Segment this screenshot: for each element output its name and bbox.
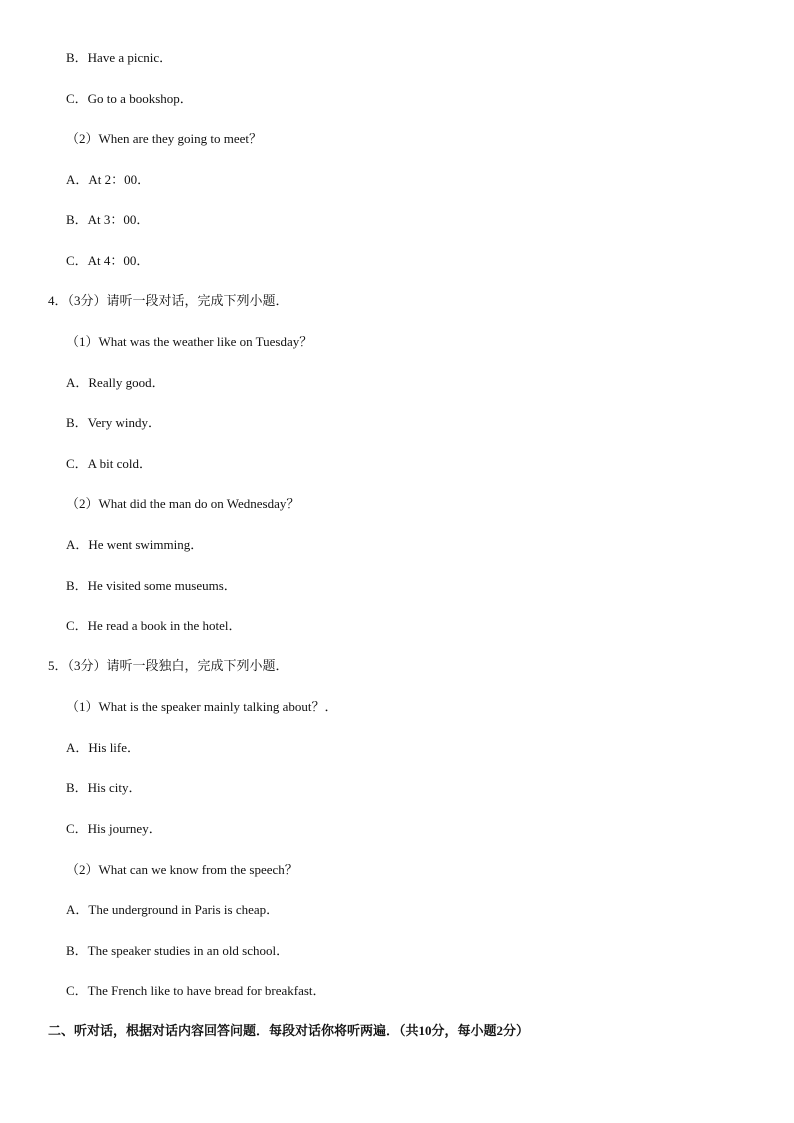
- option-c-bit-cold: C．A bit cold．: [66, 456, 152, 471]
- option-b-picnic: B．Have a picnic．: [66, 50, 173, 65]
- subquestion-weather-tuesday: （1）What was the weather like on Tuesday？: [66, 334, 313, 349]
- section-2-heading: 二、听对话，根据对话内容回答问题．每段对话你将听两遍．（共10分，每小题2分）: [48, 1023, 530, 1038]
- question-5-heading: 5．（3分）请听一段独白，完成下列小题．: [48, 658, 289, 673]
- option-a-swimming: A．He went swimming．: [66, 537, 204, 552]
- subquestion-wednesday: （2）What did the man do on Wednesday？: [66, 496, 300, 511]
- option-b-old-school: B．The speaker studies in an old school．: [66, 943, 290, 958]
- subquestion-speech: （2）What can we know from the speech？: [66, 862, 298, 877]
- subquestion-speaker-topic: （1）What is the speaker mainly talking about？．: [66, 699, 338, 714]
- option-a-2: A．At 2：00．: [66, 172, 151, 187]
- option-b-city: B．His city．: [66, 780, 142, 795]
- question-4-heading: 4．（3分）请听一段对话，完成下列小题．: [48, 293, 289, 308]
- option-c-read-book: C．He read a book in the hotel．: [66, 618, 242, 633]
- subquestion-meet-time: （2）When are they going to meet？: [66, 131, 263, 146]
- option-a-underground: A．The underground in Paris is cheap．: [66, 902, 280, 917]
- option-a-really-good: A．Really good．: [66, 375, 165, 390]
- option-c-bread: C．The French like to have bread for breakfast．: [66, 983, 326, 998]
- option-b-museums: B．He visited some museums．: [66, 578, 237, 593]
- option-c-journey: C．His journey．: [66, 821, 162, 836]
- option-a-life: A．His life．: [66, 740, 141, 755]
- option-b-very-windy: B．Very windy．: [66, 415, 161, 430]
- option-b-3: B．At 3：00．: [66, 212, 150, 227]
- option-c-4: C．At 4：00．: [66, 253, 150, 268]
- option-c-bookshop: C．Go to a bookshop．: [66, 91, 193, 106]
